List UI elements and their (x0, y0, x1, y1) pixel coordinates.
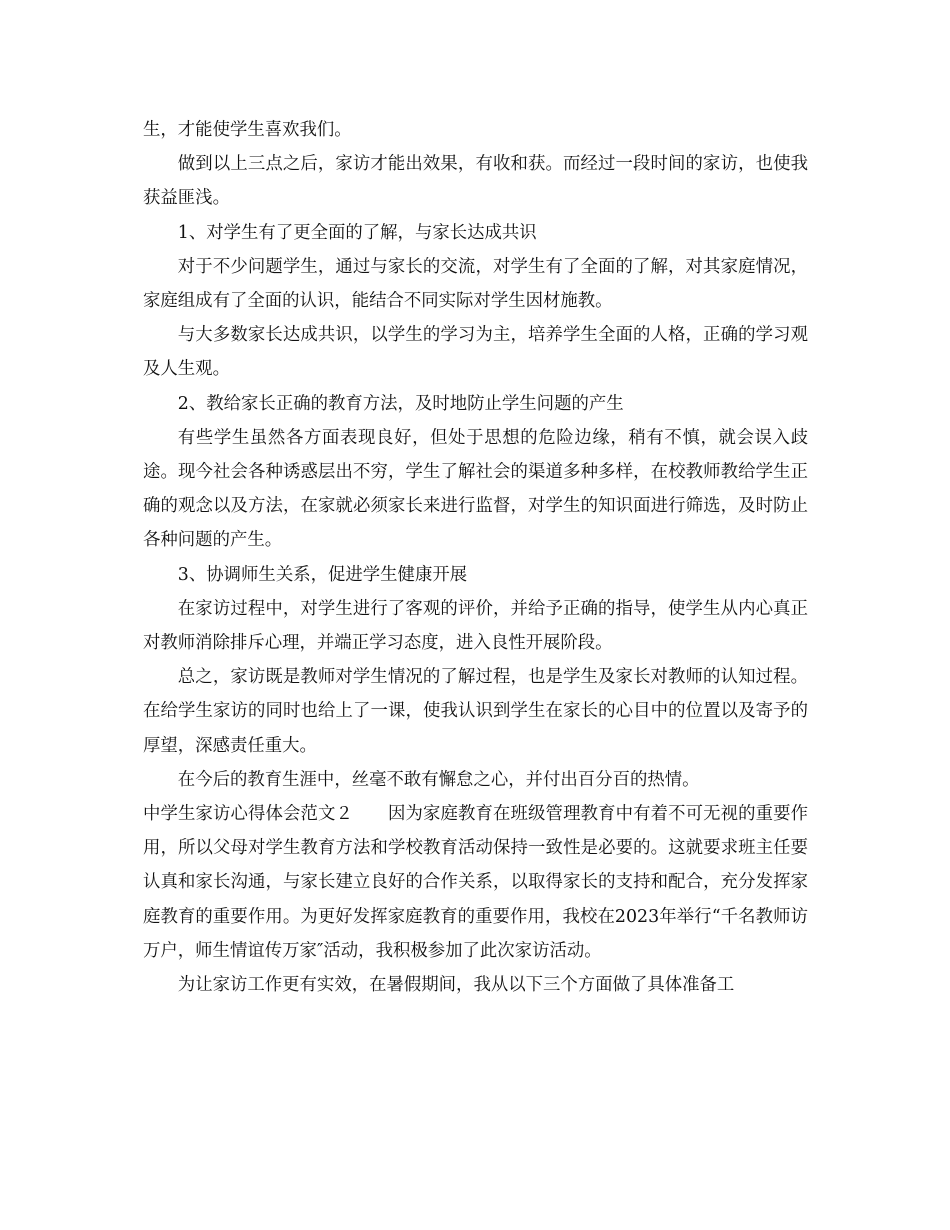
paragraph-5: 有些学生虽然各方面表现良好，但处于思想的危险边缘，稍有不慎，就会误入歧途。现今社会各种诱惑层出不穷，学生了解社会的渠道多种多样，在校教师教给学生正确的观念以及方法，在家就必须家长来进行监督，对学生的知识面进行筛选，及时防止各种问题的产生。 (143, 427, 808, 551)
paragraph-4: 与大多数家长达成共识，以学生的学习为主，培养学生全面的人格，正确的学习观及人生观。 (143, 325, 808, 380)
paragraph-6: 在家访过程中，对学生进行了客观的评价，并给予正确的指导，使学生从内心真正对教师消除排斥心理，并端正学习态度，进入良性开展阶段。 (143, 598, 808, 654)
paragraph-2: 做到以上三点之后，家访才能出效果，有收和获。而经过一段时间的家访，也使我获益匪浅。 (143, 154, 808, 209)
paragraph-1: 生，才能使学生喜欢我们。 (143, 120, 352, 140)
paragraph-10: 为让家访工作更有实效，在暑假期间，我从以下三个方面做了具体准备工 (177, 975, 735, 996)
paragraph-8: 在今后的教育生涯中，丝毫不敢有懈怠之心，并付出百分百的热情。 (177, 769, 700, 790)
paragraph-7: 总之，家访既是教师对学生情况的了解过程，也是学生及家长对教师的认知过程。在给学生家访的同时也给上了一课，使我认识到学生在家长的心目中的位置以及寄予的厚望，深感责任重大。 (143, 667, 808, 756)
section-heading-1: 1、对学生有了更全面的了解，与家长达成共识 (177, 222, 537, 243)
document-body (143, 113, 808, 1002)
section-heading-2: 2、教给家长正确的教育方法，及时地防止学生问题的产生 (177, 393, 624, 414)
paragraph-3: 对于不少问题学生，通过与家长的交流，对学生有了全面的了解，对其家庭情况，家庭组成有了全面的认识，能结合不同实际对学生因材施教。 (143, 256, 808, 312)
section-heading-3: 3、协调师生关系，促进学生健康开展 (177, 564, 468, 585)
paragraph-9: 中学生家访心得体会范文２ 因为家庭教育在班级管理教育中有着不可无视的重要作用，所以父母对学生教育方法和学校教育活动保持一致性是必要的。这就要求班主任要认真和家长沟通，与家长建立良好的合作关系，以取得家长的支持和配合，充分发挥家庭教育的重要作用。为更好发挥家庭教育的重要作用，我校在2023年举行“千名教师访万户，师生情谊传万家″活动，我积极参加了此次家访活动。 (143, 804, 808, 961)
